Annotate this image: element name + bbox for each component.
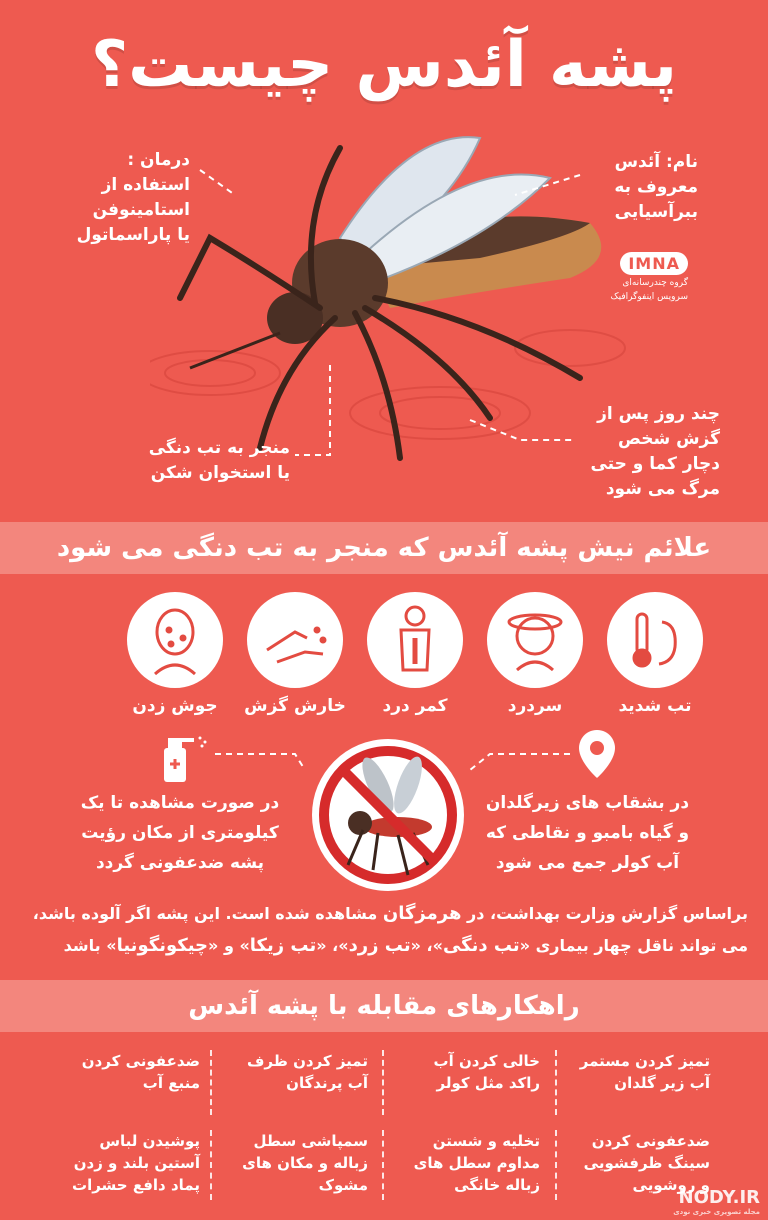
symptom-itching: خارش گزش <box>240 592 350 716</box>
back-pain-icon <box>367 592 463 688</box>
fever-thermometer-icon <box>607 592 703 688</box>
tip-spray-suspicious-places: سمپاشی سطل زباله و مکان های مشوک <box>242 1132 368 1194</box>
symptom-headache: سردرد <box>480 592 590 716</box>
dengue-outcome-callout: منجر به تب دنگی یا استخوان شکن <box>148 438 290 483</box>
symptoms-heading: علائم نیش پشه آئدس که منجر به تب دنگی می شود <box>0 522 768 574</box>
tip-clean-bird-water: تمیز کردن ظرف آب پرندگان <box>246 1052 368 1092</box>
tip-disinfect-water-tank: ضدعفونی کردن منبع آب <box>81 1052 200 1092</box>
tip-disinfect-sink: ضدعفونی کردن سینگ ظرفشویی و روشویی <box>583 1132 710 1194</box>
solutions-heading: راهکارهای مقابله با پشه آئدس <box>0 980 768 1032</box>
tip-clean-pot-water: تمیز کردن مستمر آب زیر گلدان <box>579 1052 710 1092</box>
tip-empty-trash-bins: تخلیه و شستن مداوم سطل های زباله خانگی <box>413 1132 540 1194</box>
tips-divider <box>382 1130 384 1200</box>
breeding-sites-text: در بشقاب های زیرگلدان و گیاه بامبو و نقاطی که آب کولر جمع می شود <box>485 793 690 873</box>
coma-outcome-callout: چند روز پس از گزش شخص دچار کما و حتی مرگ می شود <box>590 404 720 499</box>
symptom-rash: جوش زدن <box>120 592 230 716</box>
symptom-fever: تب شدید <box>600 592 710 716</box>
spray-text: در صورت مشاهده تا یک کیلومتری از مکان رؤیت پشه ضدعفونی گردد <box>80 793 280 873</box>
tips-divider <box>555 1050 557 1115</box>
rash-face-icon <box>127 592 223 688</box>
no-mosquito-sign <box>308 735 468 899</box>
page-title: پشه آئدس چیست؟ <box>90 28 678 102</box>
health-ministry-report: براساس گزارش وزارت بهداشت، در هرمزگان مشاهده شده است. این پشه اگر آلوده باشد، می تواند ناقل چهار بیماری «تب دنگی»، «تب زرد»، «تب زیکا» و «چیکونگونیا» باشد <box>32 903 748 956</box>
symptom-back-pain: کمر درد <box>360 592 470 716</box>
tip-wear-long-sleeves: پوشیدن لباس آستین بلند و زدن پماد دافع حشرات <box>72 1132 200 1194</box>
itching-hand-icon <box>247 592 343 688</box>
tips-divider <box>210 1130 212 1200</box>
treatment-callout: درمان : استفاده از استامینوفن یا پاراسماتول <box>76 150 190 245</box>
imna-logo: IMNA گروه چندرسانه‌ای سرویس اینفوگرافیک <box>610 254 688 302</box>
tips-divider <box>555 1130 557 1200</box>
imna-badge: IMNA <box>620 252 688 275</box>
nody-watermark: NODY.IR مجله تصویری خبری نودی <box>673 1187 760 1216</box>
tip-empty-stagnant-water: خالی کردن آب راکد مثل کولر <box>433 1052 540 1092</box>
tips-divider <box>382 1050 384 1115</box>
tips-divider <box>210 1050 212 1115</box>
name-callout: نام: آئدس معروف به ببرآسیایی <box>614 152 698 222</box>
headache-icon <box>487 592 583 688</box>
symptoms-row <box>60 592 710 722</box>
